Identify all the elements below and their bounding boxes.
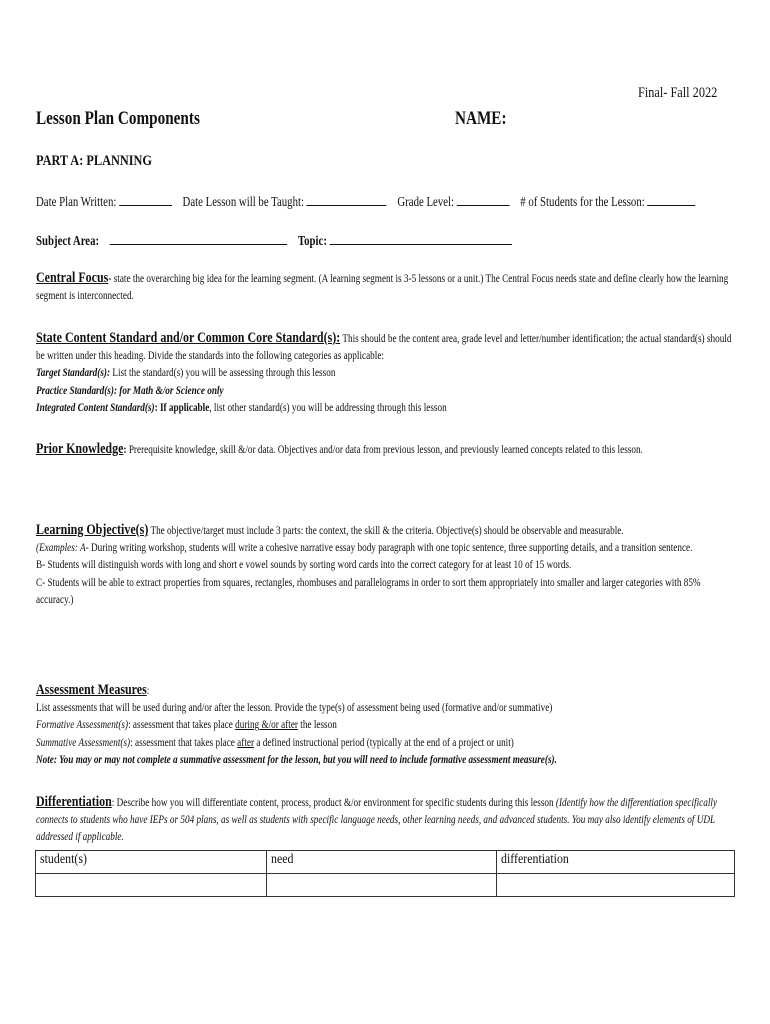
differentiation-text: Describe how you will differentiate content, process, product &/or environment for specific students during this lesson [114,797,556,809]
state-standard-section [36,330,734,417]
integrated-applicable: If applicable [159,401,210,414]
subject-topic-row [36,233,636,249]
header-final-fall [638,85,735,102]
topic-label: Topic: [297,233,327,248]
table-row [36,874,735,897]
central-focus-text: state the overarching big idea for the learning segment. (A learning segment is 3-5 lessons or a unit.) The Central Focus needs state and define clearly how the learning segment is interconnected. [36,273,729,303]
planning-fields-row [36,194,770,210]
differentiation-title: Differentiation [36,794,112,810]
page-title-text: Lesson Plan Components [36,108,200,129]
learning-objective-section [36,522,734,609]
name-label-text: NAME: [455,108,507,129]
num-students-label: # of Students for the Lesson: [520,194,645,209]
assessment-title: Assessment Measures [36,682,147,698]
learning-objective-title: Learning Objective(s) [36,522,149,538]
example-a-text: During writing workshop, students will write a cohesive narrative essay body paragraph with one topic sentence, three supporting details, and a transition sentence. [88,542,693,555]
date-written-blank[interactable] [119,194,172,206]
assessment-line1: List assessments that will be used during and/or after the lesson. Provide the type(s) of assessment being used (formative and/or summative) [36,702,553,715]
integrated-standard-colon: : [154,401,160,414]
table-cell-students[interactable] [36,874,267,897]
summative-post: a defined instructional period (typically at the end of a project or unit) [254,736,514,749]
date-taught-label: Date Lesson will be Taught: [182,194,304,209]
formative-pre: : assessment that takes place [128,719,236,732]
date-taught-blank[interactable] [307,194,387,206]
header-final-text: Final- Fall 2022 [638,85,718,101]
central-focus-title: Central Focus [36,270,109,286]
prior-knowledge-section [36,441,734,459]
central-focus-dash: - [108,273,112,285]
target-standard-label: Target Standard(s): [36,367,111,380]
grade-level-label: Grade Level: [397,194,455,209]
prior-knowledge-title: Prior Knowledge [36,441,124,457]
table-header-need-text: need [270,852,294,867]
topic-blank[interactable] [330,233,512,245]
differentiation-italic: (Identify how the differentiation specifically connects to students who have IEPs or 504 plans, as well as students with specific language needs, other learning needs, and advanced students. You may also identify elements of UDL addressed if applicable. [36,797,718,844]
prior-knowledge-text: Prerequisite knowledge, skill &/or data. Objectives and/or data from previous lesson, and previously learned concepts related to this lesson. [126,444,643,456]
central-focus-section [36,270,734,305]
name-label [455,108,519,130]
practice-standard-label: Practice Standard(s): for Math &/or Science only [36,384,224,397]
state-standard-text: This should be the content area, grade level and letter/number identification; the actual standard(s) should be written under this heading. Divide the standards into the following categories as applicable: [36,333,732,363]
table-header-students [36,851,267,874]
date-written-label: Date Plan Written: [36,194,117,209]
summative-underlined: after [237,736,255,749]
differentiation-table [35,850,735,897]
table-header-differentiation [497,851,735,874]
summative-label: Summative Assessment(s) [36,736,131,749]
differentiation-colon: : [111,797,115,809]
summative-pre: : assessment that takes place [130,736,238,749]
table-cell-need[interactable] [266,874,497,897]
example-b-text: B- Students will distinguish words with long and short e vowel sounds by sorting word cards into the correct category for at least 10 of 15 words. [36,559,572,572]
integrated-standard-text: , list other standard(s) you will be addressing through this lesson [209,401,447,414]
integrated-standard-label: Integrated Content Standard(s) [36,401,155,414]
grade-level-blank[interactable] [457,194,510,206]
formative-label: Formative Assessment(s) [36,719,129,732]
assessment-section [36,682,734,769]
assessment-colon: : [146,685,150,697]
table-header-students-text: student(s) [40,852,87,867]
learning-objective-text: The objective/target must include 3 parts: the context, the skill & the criteria. Objective(s) should be observable and measurable. [148,525,624,537]
part-a-text: PART A: PLANNING [36,153,152,169]
table-header-need [266,851,497,874]
formative-post: the lesson [297,719,337,732]
table-header-row [36,851,735,874]
part-a-heading [36,153,177,170]
page-title [36,108,241,130]
formative-underlined: during &/or after [235,719,298,732]
num-students-blank[interactable] [647,194,695,206]
target-standard-text: List the standard(s) you will be assessing through this lesson [110,367,336,380]
example-c-text: C- Students will be able to extract properties from squares, rectangles, rhombuses and parallelograms in order to sort them appropriately into smaller and larger categories with 85% accuracy.) [36,576,701,606]
examples-label: (Examples: A- [36,542,89,555]
subject-area-blank[interactable] [110,233,288,245]
subject-area-label: Subject Area: [36,233,100,248]
state-standard-title: State Content Standard and/or Common Core Standard(s): [36,330,341,346]
assessment-note: Note: You may or may not complete a summative assessment for the lesson, but you will need to include formative assessment measure(s). [36,753,557,766]
prior-knowledge-colon: : [123,444,127,456]
table-header-differentiation-text: differentiation [501,852,570,867]
differentiation-section [36,794,734,847]
table-cell-differentiation[interactable] [497,874,735,897]
